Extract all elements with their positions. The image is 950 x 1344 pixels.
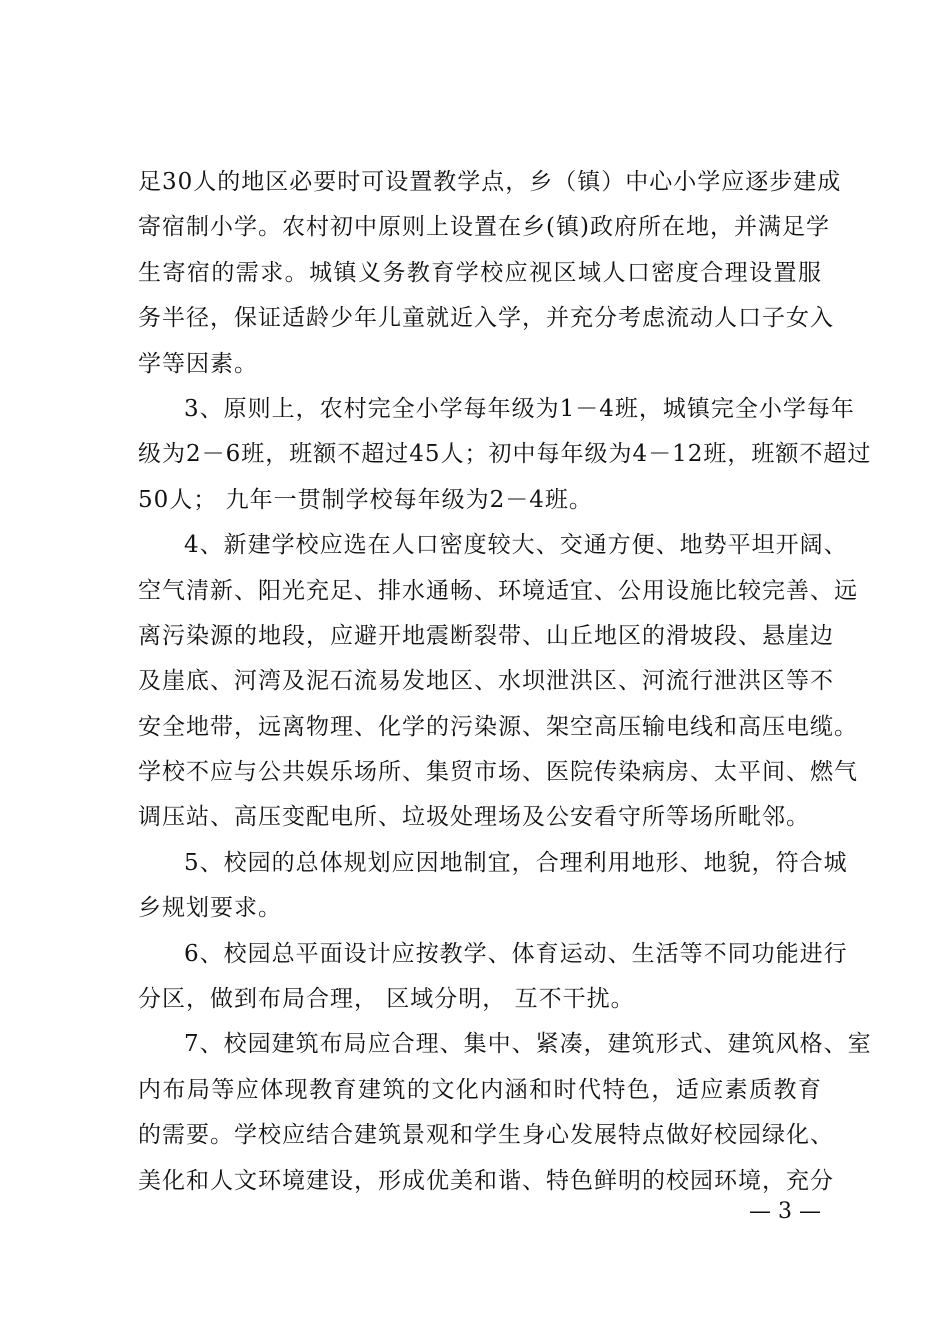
paragraph-7-line: 7、校园建筑布局应合理、集中、紧凑，建筑形式、建筑风格、室 (184, 1031, 872, 1058)
text-line: 学校不应与公共娱乐场所、集贸市场、医院传染病房、太平间、燃气 (138, 759, 858, 786)
text-line: 内布局等应体现教育建筑的文化内涵和时代特色，适应素质教育 (138, 1076, 822, 1103)
text-line: 分区，做到布局合理， 区域分明， 互不干扰。 (138, 986, 635, 1013)
text-line: 安全地带，远离物理、化学的污染源、架空高压输电线和高压电缆。 (138, 713, 858, 740)
text-line: 的需要。学校应结合建筑景观和学生身心发展特点做好校园绿化、 (138, 1122, 834, 1149)
text-line: 足30人的地区必要时可设置教学点，乡（镇）中心小学应逐步建成 (138, 169, 842, 195)
text-line: 离污染源的地段，应避开地震断裂带、山丘地区的滑坡段、悬崖边 (138, 622, 834, 649)
paragraph-3-line: 3、原则上，农村完全小学每年级为1－4班，城镇完全小学每年 (184, 395, 855, 422)
text-line: 空气清新、阳光充足、排水通畅、环境适宜、公用设施比较完善、远 (138, 577, 858, 604)
text-line: 美化和人文环境建设，形成优美和谐、特色鲜明的校园环境，充分 (138, 1167, 834, 1194)
text-line: 务半径，保证适龄少年儿童就近入学，并充分考虑流动人口子女入 (138, 305, 834, 332)
paragraph-5-line: 5、校园的总体规划应因地制宜，合理利用地形、地貌，符合城 (184, 849, 848, 876)
text-line: 及崖底、河湾及泥石流易发地区、水坝泄洪区、河流行泄洪区等不 (138, 668, 834, 695)
text-line: 生寄宿的需求。城镇义务教育学校应视区域人口密度合理设置服 (138, 259, 822, 286)
text-line: 级为2－6班，班额不超过45人；初中每年级为4－12班，班额不超过 (138, 441, 872, 468)
text-line: 调压站、高压变配电所、垃圾处理场及公安看守所等场所毗邻。 (138, 804, 810, 831)
paragraph-6-line: 6、校园总平面设计应按教学、体育运动、生活等不同功能进行 (184, 940, 848, 967)
text-line: 学等因素。 (138, 350, 258, 377)
text-line: 50人； 九年一贯制学校每年级为2－4班。 (138, 486, 593, 513)
body-text (138, 160, 872, 1204)
text-line: 寄宿制小学。农村初中原则上设置在乡(镇)政府所在地，并满足学 (138, 214, 830, 241)
page-number: — 3 — (749, 1199, 821, 1224)
text-line: 乡规划要求。 (138, 895, 282, 922)
paragraph-4-line: 4、新建学校应选在人口密度较大、交通方便、地势平坦开阔、 (184, 532, 848, 559)
